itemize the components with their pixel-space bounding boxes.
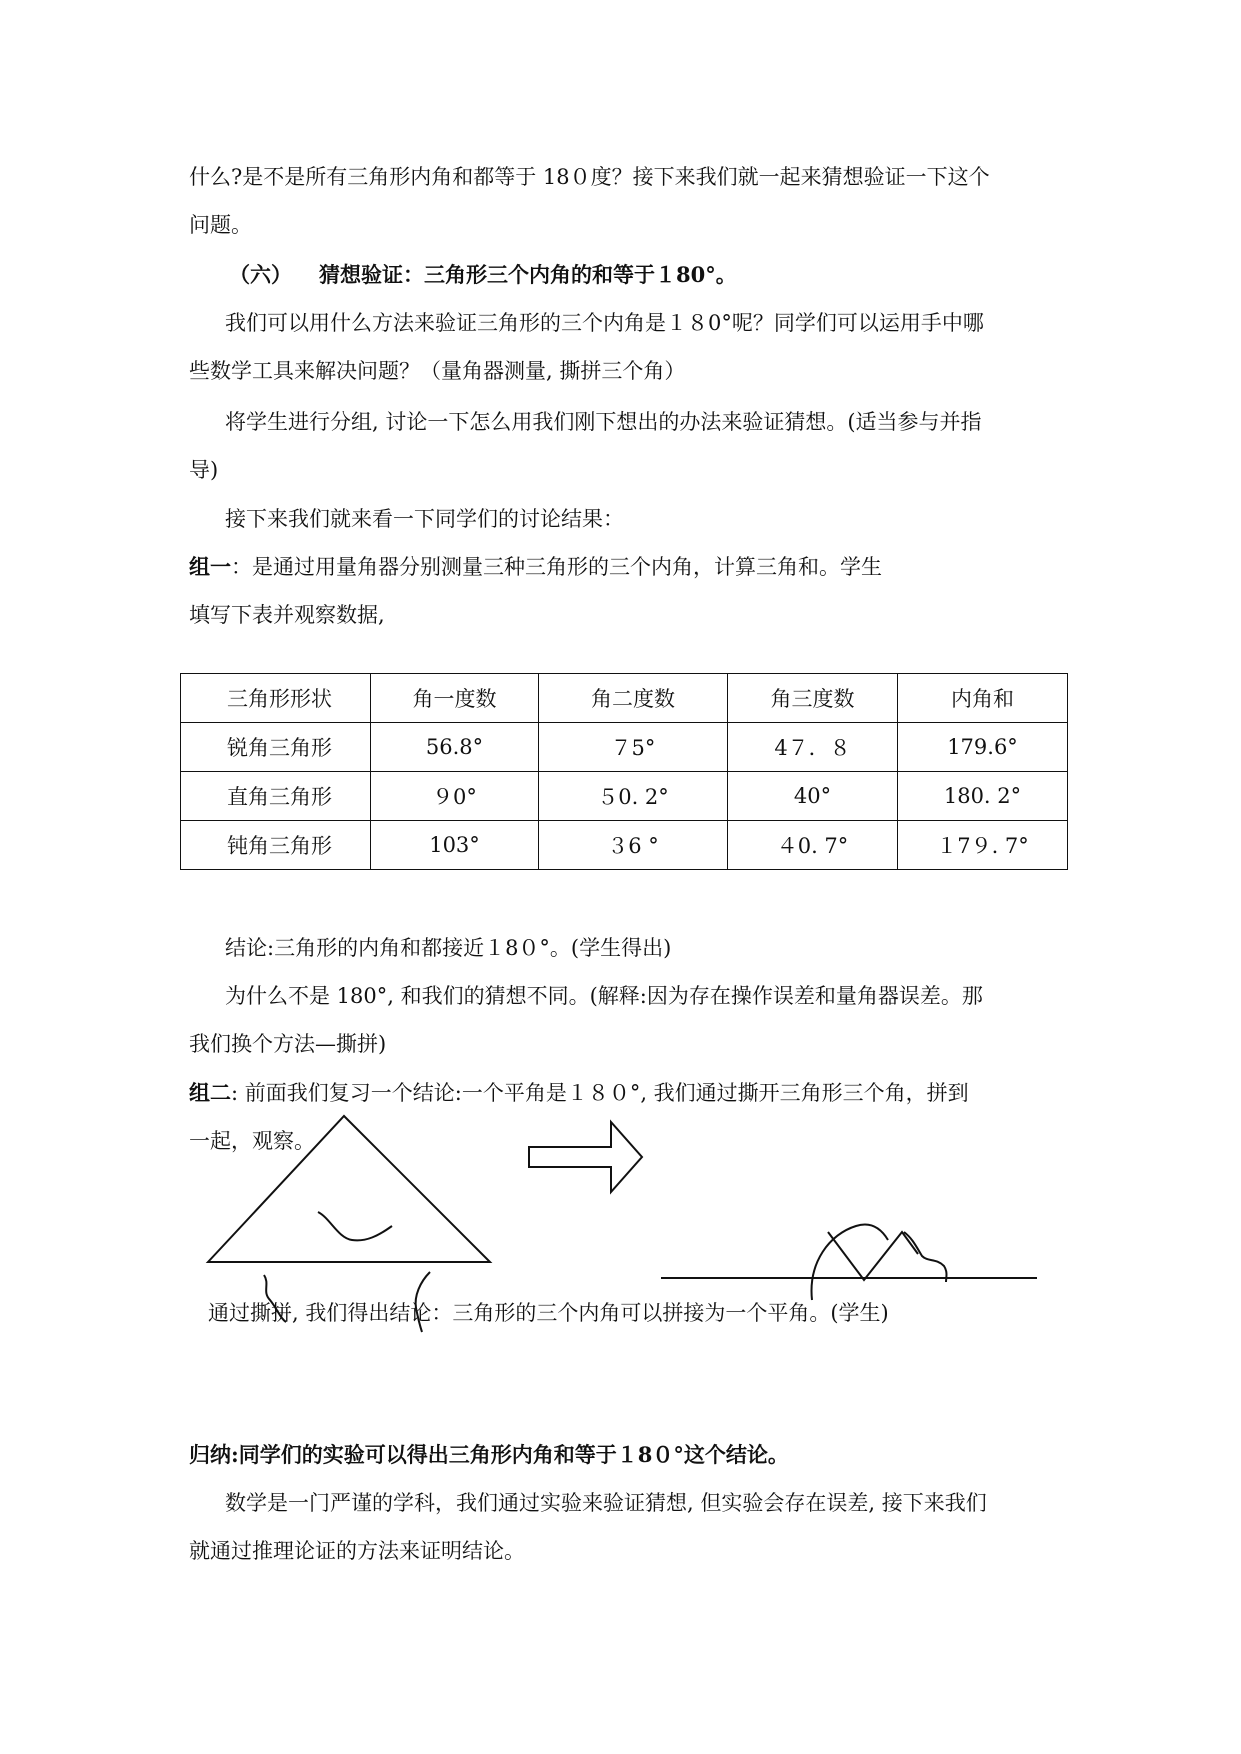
- paragraph-line: 我们换个方法—撕拼): [189, 1032, 387, 1056]
- paragraph-line: 我们可以用什么方法来验证三角形的三个内角是１８0°呢？同学们可以运用手中哪: [225, 311, 984, 335]
- group-two-label: 组二: [189, 1080, 231, 1105]
- paragraph-line: 为什么不是 180°, 和我们的猜想不同。(解释:因为存在操作误差和量角器误差。那: [225, 984, 983, 1008]
- table-cell: ７5°: [539, 723, 728, 772]
- paragraph-line: 什么?是不是所有三角形内角和都等于 18０度？接下来我们就一起来猜想验证一下这个: [189, 165, 990, 189]
- arrow-shape: [529, 1122, 642, 1192]
- paragraph-line: 接下来我们就来看一下同学们的讨论结果：: [225, 507, 624, 531]
- table-header-cell: 角二度数: [539, 674, 728, 723]
- table-cell: 锐角三角形: [181, 723, 371, 772]
- table-cell: 直角三角形: [181, 772, 371, 821]
- table-header-cell: 角三度数: [728, 674, 898, 723]
- table-cell: 40°: [728, 772, 898, 821]
- table-header-cell: 内角和: [898, 674, 1068, 723]
- section-number: （六）: [229, 262, 292, 287]
- table-header-cell: 角一度数: [371, 674, 539, 723]
- paragraph-line: 些数学工具来解决问题？（量角器测量, 撕拼三个角）: [189, 359, 686, 383]
- paragraph-line: 将学生进行分组, 讨论一下怎么用我们刚下想出的办法来验证猜想。(适当参与并指: [225, 410, 982, 434]
- group-two-text: : 前面我们复习一个结论:一个平角是１８０°, 我们通过撕开三角形三个角，拼到: [231, 1081, 969, 1105]
- angle-piece-middle: [828, 1232, 918, 1280]
- table-cell: ４0. 7°: [728, 821, 898, 870]
- table-cell: 180. 2°: [898, 772, 1068, 821]
- section-heading: 猜想验证：三角形三个内角的和等于１80°。: [319, 262, 737, 287]
- paragraph-line: 结论:三角形的内角和都接近１8０°。(学生得出): [225, 936, 672, 960]
- table-cell: 103°: [371, 821, 539, 870]
- paragraph-line: 就通过推理论证的方法来证明结论。: [189, 1539, 525, 1563]
- paragraph-line: 填写下表并观察数据,: [189, 603, 385, 627]
- table-cell: ９0°: [371, 772, 539, 821]
- angle-mark-top: [318, 1212, 392, 1240]
- summary-heading: 归纳:同学们的实验可以得出三角形内角和等于１8０°这个结论。: [189, 1442, 789, 1467]
- table-cell: 4７．８: [728, 723, 898, 772]
- paragraph-line: 导): [189, 458, 219, 482]
- table-cell: ３6 °: [539, 821, 728, 870]
- table-cell: 179.6°: [898, 723, 1068, 772]
- table-cell: ５0. 2°: [539, 772, 728, 821]
- table-header-cell: 三角形形状: [181, 674, 371, 723]
- paragraph-line: 通过撕拼, 我们得出结论：三角形的三个内角可以拼接为一个平角。(学生): [208, 1301, 889, 1325]
- table-cell: 钝角三角形: [181, 821, 371, 870]
- group-one-text: ：是通过用量角器分别测量三种三角形的三个内角，计算三角和。学生: [231, 555, 882, 579]
- paragraph-line: 一起，观察。: [189, 1129, 315, 1153]
- paragraph-line: 问题。: [189, 213, 252, 237]
- table-cell: １7９. 7°: [898, 821, 1068, 870]
- paragraph-line: 数学是一门严谨的学科，我们通过实验来验证猜想, 但实验会存在误差, 接下来我们: [225, 1491, 987, 1515]
- group-one-label: 组一: [189, 554, 231, 579]
- table-cell: 56.8°: [371, 723, 539, 772]
- angle-piece-right: [904, 1232, 947, 1282]
